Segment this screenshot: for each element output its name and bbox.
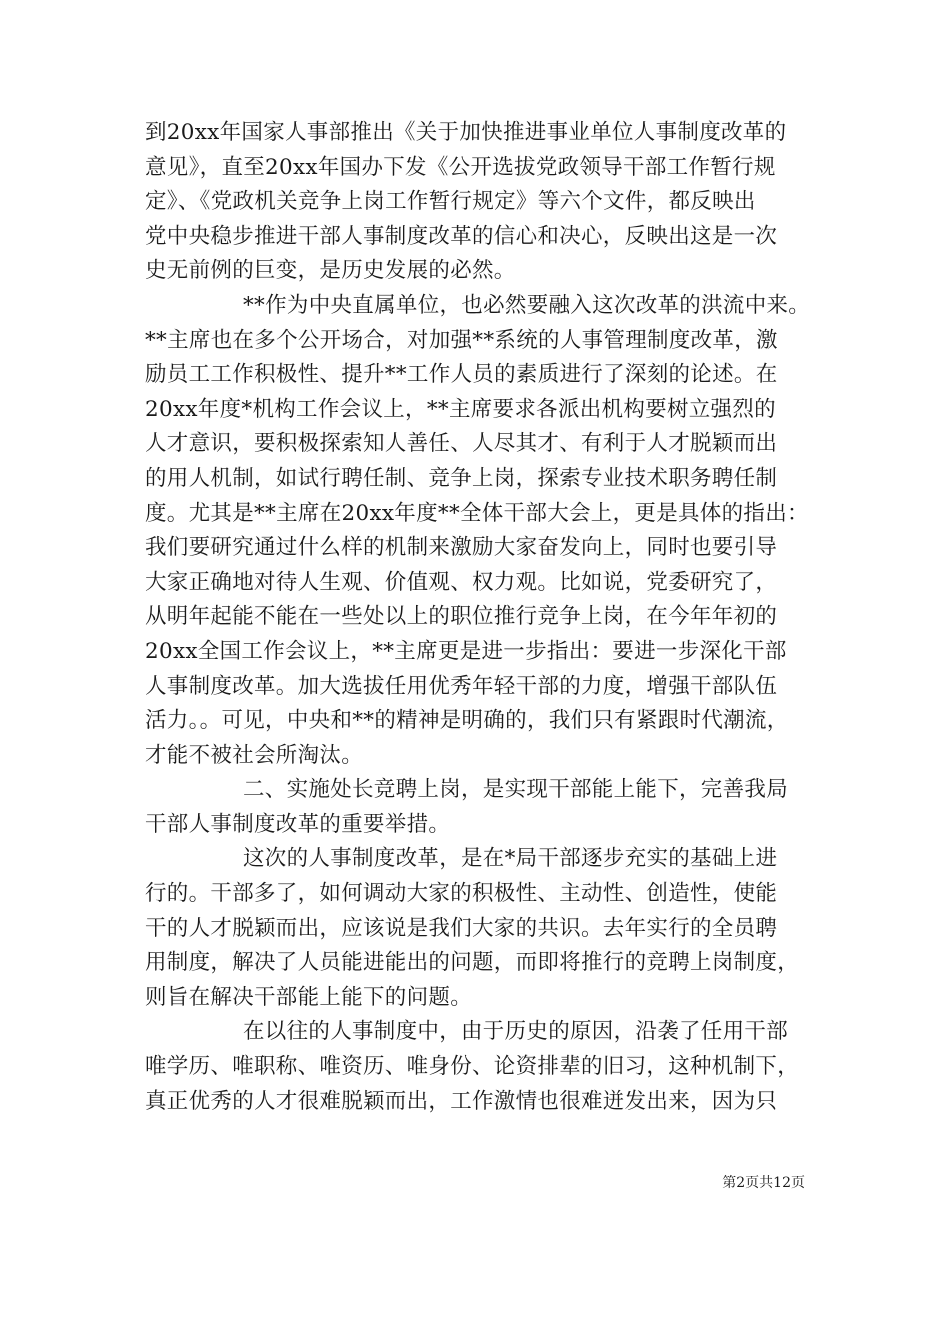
paragraph-line: 意见》，直至20xx年国办下发《公开选拔党政领导干部工作暂行规	[145, 154, 776, 180]
paragraph-line: 20xx全国工作会议上，**主席更是进一步指出：要进一步深化干部	[145, 638, 787, 664]
paragraph-line: 定》、《党政机关竞争上岗工作暂行规定》等六个文件，都反映出	[145, 189, 756, 215]
paragraph	[145, 842, 813, 1015]
paragraph-line: 活力。。可见，中央和**的精神是明确的，我们只有紧跟时代潮流，	[145, 708, 789, 734]
paragraph	[145, 289, 813, 773]
paragraph-line: 唯学历、唯职称、唯资历、唯身份、论资排辈的旧习，这种机制下，	[145, 1054, 800, 1080]
paragraph-line: 干部人事制度改革的重要举措。	[145, 811, 451, 837]
paragraph-line: **主席也在多个公开场合，对加强**系统的人事管理制度改革，激	[145, 327, 778, 353]
paragraph-line: 干的人才脱颖而出，应该说是我们大家的共识。去年实行的全员聘	[145, 915, 778, 941]
paragraph-line: 度。尤其是**主席在20xx年度**全体干部大会上，更是具体的指出：	[145, 500, 809, 526]
paragraph-line: 在以往的人事制度中，由于历史的原因，沿袭了任用干部	[243, 1019, 789, 1045]
paragraph-line: 这次的人事制度改革，是在*局干部逐步充实的基础上进	[243, 846, 778, 872]
paragraph-line: **作为中央直属单位，也必然要融入这次改革的洪流中来。	[243, 292, 811, 318]
paragraph-line: 则旨在解决干部能上能下的问题。	[145, 984, 473, 1010]
paragraph-line: 史无前例的巨变，是历史发展的必然。	[145, 258, 516, 284]
page-number: 第2页共12页	[722, 1175, 805, 1191]
paragraph-line: 党中央稳步推进干部人事制度改革的信心和决心，反映出这是一次	[145, 223, 778, 249]
paragraph-line: 20xx年度*机构工作会议上，**主席要求各派出机构要树立强烈的	[145, 396, 776, 422]
paragraph-line: 我们要研究通过什么样的机制来激励大家奋发向上，同时也要引导	[145, 535, 778, 561]
paragraph	[145, 116, 813, 289]
paragraph-line: 从明年起能不能在一些处以上的职位推行竞争上岗，在今年年初的	[145, 604, 778, 630]
paragraph	[145, 773, 813, 842]
document-body	[145, 116, 813, 1119]
paragraph-line: 人事制度改革。加大选拔任用优秀年轻干部的力度，增强干部队伍	[145, 673, 778, 699]
paragraph-line: 行的。干部多了，如何调动大家的积极性、主动性、创造性，使能	[145, 881, 778, 907]
paragraph-line: 大家正确地对待人生观、价值观、权力观。比如说，党委研究了，	[145, 569, 778, 595]
paragraph-line: 真正优秀的人才很难脱颖而出，工作激情也很难迸发出来，因为只	[145, 1088, 778, 1114]
paragraph-line: 的用人机制，如试行聘任制、竞争上岗，探索专业技术职务聘任制	[145, 465, 778, 491]
paragraph-line: 到20xx年国家人事部推出《关于加快推进事业单位人事制度改革的	[145, 120, 787, 145]
paragraph-line: 二、实施处长竞聘上岗，是实现干部能上能下，完善我局	[243, 777, 789, 803]
paragraph-line: 用制度，解决了人员能进能出的问题，而即将推行的竞聘上岗制度，	[145, 950, 800, 976]
paragraph-line: 励员工工作积极性、提升**工作人员的素质进行了深刻的论述。在	[145, 362, 778, 388]
paragraph	[145, 1015, 813, 1119]
paragraph-line: 人才意识，要积极探索知人善任、人尽其才、有利于人才脱颖而出	[145, 431, 778, 457]
paragraph-line: 才能不被社会所淘汰。	[145, 742, 364, 768]
